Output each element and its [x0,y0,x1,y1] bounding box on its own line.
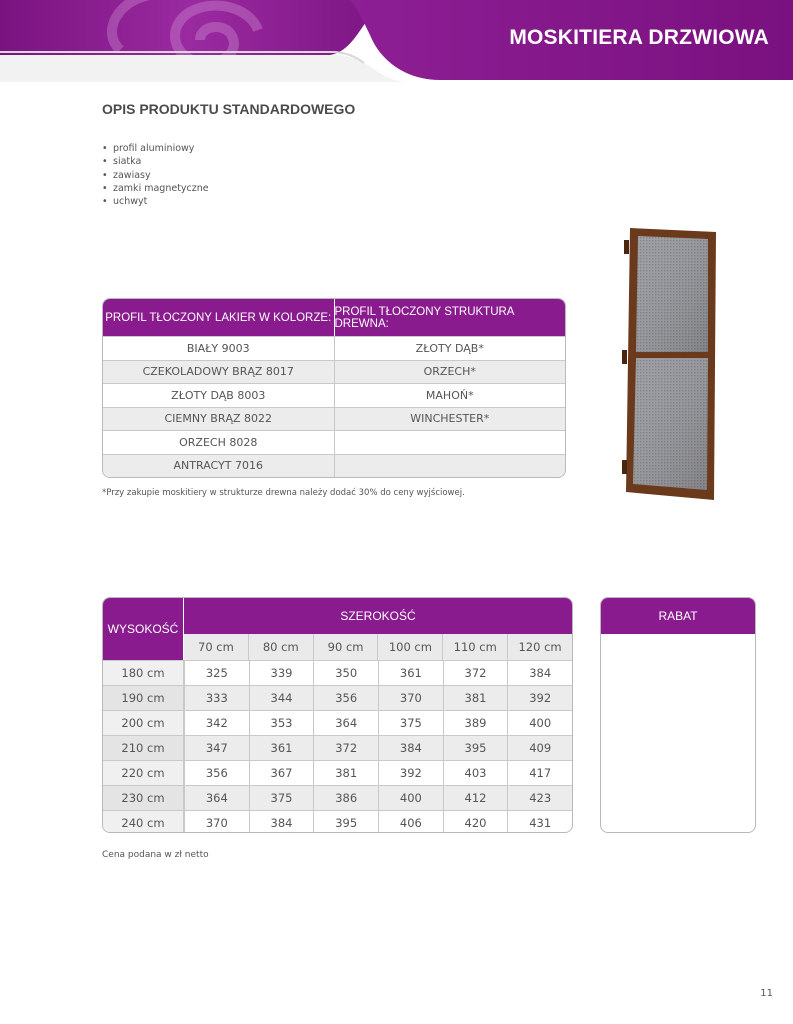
price-cell: 372 [443,661,508,685]
price-cell: 367 [249,761,314,785]
feature-item: • zawiasy [102,169,151,181]
height-cell: 230 cm [103,786,184,810]
table-row [103,430,565,454]
price-cell: 370 [378,686,443,710]
price-cell: 361 [378,661,443,685]
table-row [103,336,565,360]
bullet-icon: • [102,143,108,154]
price-cell: 325 [184,661,249,685]
price-cell: 395 [313,811,378,833]
bullet-icon: • [102,196,108,208]
price-cell: 423 [507,786,572,810]
header-banner [0,0,793,82]
cell: ZŁOTY DĄB* [415,341,484,355]
section-heading: OPIS PRODUKTU STANDARDOWEGO [102,101,356,117]
price-cell: 370 [184,811,249,833]
cell: ZŁOTY DĄB 8003 [103,384,335,407]
price-cell: 384 [249,811,314,833]
header-wood: PROFIL TŁOCZONY STRUKTURA DREWNA: [334,305,514,330]
price-cell: 364 [184,786,249,810]
price-cell: 381 [313,761,378,785]
table-row [103,810,572,833]
bullet-icon: • [102,156,108,168]
color-table [102,298,566,478]
feature-list [102,142,209,208]
price-cell: 384 [507,661,572,685]
width-col: 80 cm [248,634,313,660]
table-row [103,660,572,685]
cell: ORZECH* [423,365,476,379]
price-cell: 342 [184,711,249,735]
cell: ORZECH 8028 [103,431,335,454]
price-cell: 356 [184,761,249,785]
price-cell: 417 [507,761,572,785]
feature-item: • profil aluminiowy [102,143,195,154]
cell: ANTRACYT 7016 [103,455,335,478]
table-row [103,785,572,810]
price-rows [103,660,572,833]
price-cell: 395 [443,736,508,760]
cell: BIAŁY 9003 [103,337,335,360]
price-cell: 350 [313,661,378,685]
height-cell: 190 cm [103,686,184,710]
bullet-icon: • [102,169,108,181]
table-row [103,360,565,384]
width-col: 70 cm [198,640,234,654]
rabat-header: RABAT [601,598,755,634]
feature-item: • zamki magnetyczne [102,182,209,194]
bullet-icon: • [102,182,108,194]
price-cell: 384 [378,736,443,760]
price-cell: 347 [184,736,249,760]
table-row [103,735,572,760]
price-cell: 372 [313,736,378,760]
door-screen-image [616,228,720,502]
price-cell: 412 [443,786,508,810]
price-note: Cena podana w zł netto [102,850,209,860]
cell: CIEMNY BRĄZ 8022 [103,408,335,431]
price-cell: 409 [507,736,572,760]
color-table-header [103,299,565,336]
price-cell: 339 [249,661,314,685]
price-cell: 420 [443,811,508,833]
price-cell: 353 [249,711,314,735]
price-table [102,597,573,833]
height-header: WYSOKOŚĆ [103,598,183,660]
price-cell: 400 [507,711,572,735]
width-columns [184,634,572,660]
wood-surcharge-note: *Przy zakupie moskitiery w strukturze drewna należy dodać 30% do ceny wyjściowej. [102,488,465,498]
height-cell: 180 cm [103,661,184,685]
width-col: 100 cm [377,634,442,660]
cell: CZEKOLADOWY BRĄZ 8017 [103,361,335,384]
price-cell: 403 [443,761,508,785]
table-row [103,407,565,431]
price-cell: 431 [507,811,572,833]
width-col: 90 cm [313,634,378,660]
table-row [103,760,572,785]
table-row [103,710,572,735]
door-frame [622,228,716,500]
feature-item: • siatka [102,156,142,168]
page-title: MOSKITIERA DRZWIOWA [509,26,769,49]
price-cell: 392 [507,686,572,710]
cell: MAHOŃ* [425,388,474,402]
width-header: SZEROKOŚĆ [184,598,572,634]
price-cell: 364 [313,711,378,735]
feature-item: • uchwyt [102,196,148,208]
price-cell: 386 [313,786,378,810]
table-row [103,454,565,478]
price-cell: 375 [378,711,443,735]
height-cell: 220 cm [103,761,184,785]
price-cell: 381 [443,686,508,710]
header-lacquer: PROFIL TŁOCZONY LAKIER W KOLORZE: [103,299,335,336]
cell: WINCHESTER* [410,412,490,426]
price-cell: 400 [378,786,443,810]
price-cell: 392 [378,761,443,785]
price-cell: 375 [249,786,314,810]
cell [335,455,566,478]
width-col: 110 cm [442,634,507,660]
price-cell: 356 [313,686,378,710]
rabat-box [600,597,756,833]
height-cell: 200 cm [103,711,184,735]
height-cell: 240 cm [103,811,184,833]
page-number: 11 [760,988,773,999]
price-cell: 333 [184,686,249,710]
price-cell: 361 [249,736,314,760]
table-row [103,383,565,407]
price-cell: 406 [378,811,443,833]
width-col: 120 cm [507,634,572,660]
height-cell: 210 cm [103,736,184,760]
cell [335,431,566,454]
table-row [103,685,572,710]
price-cell: 344 [249,686,314,710]
price-cell: 389 [443,711,508,735]
